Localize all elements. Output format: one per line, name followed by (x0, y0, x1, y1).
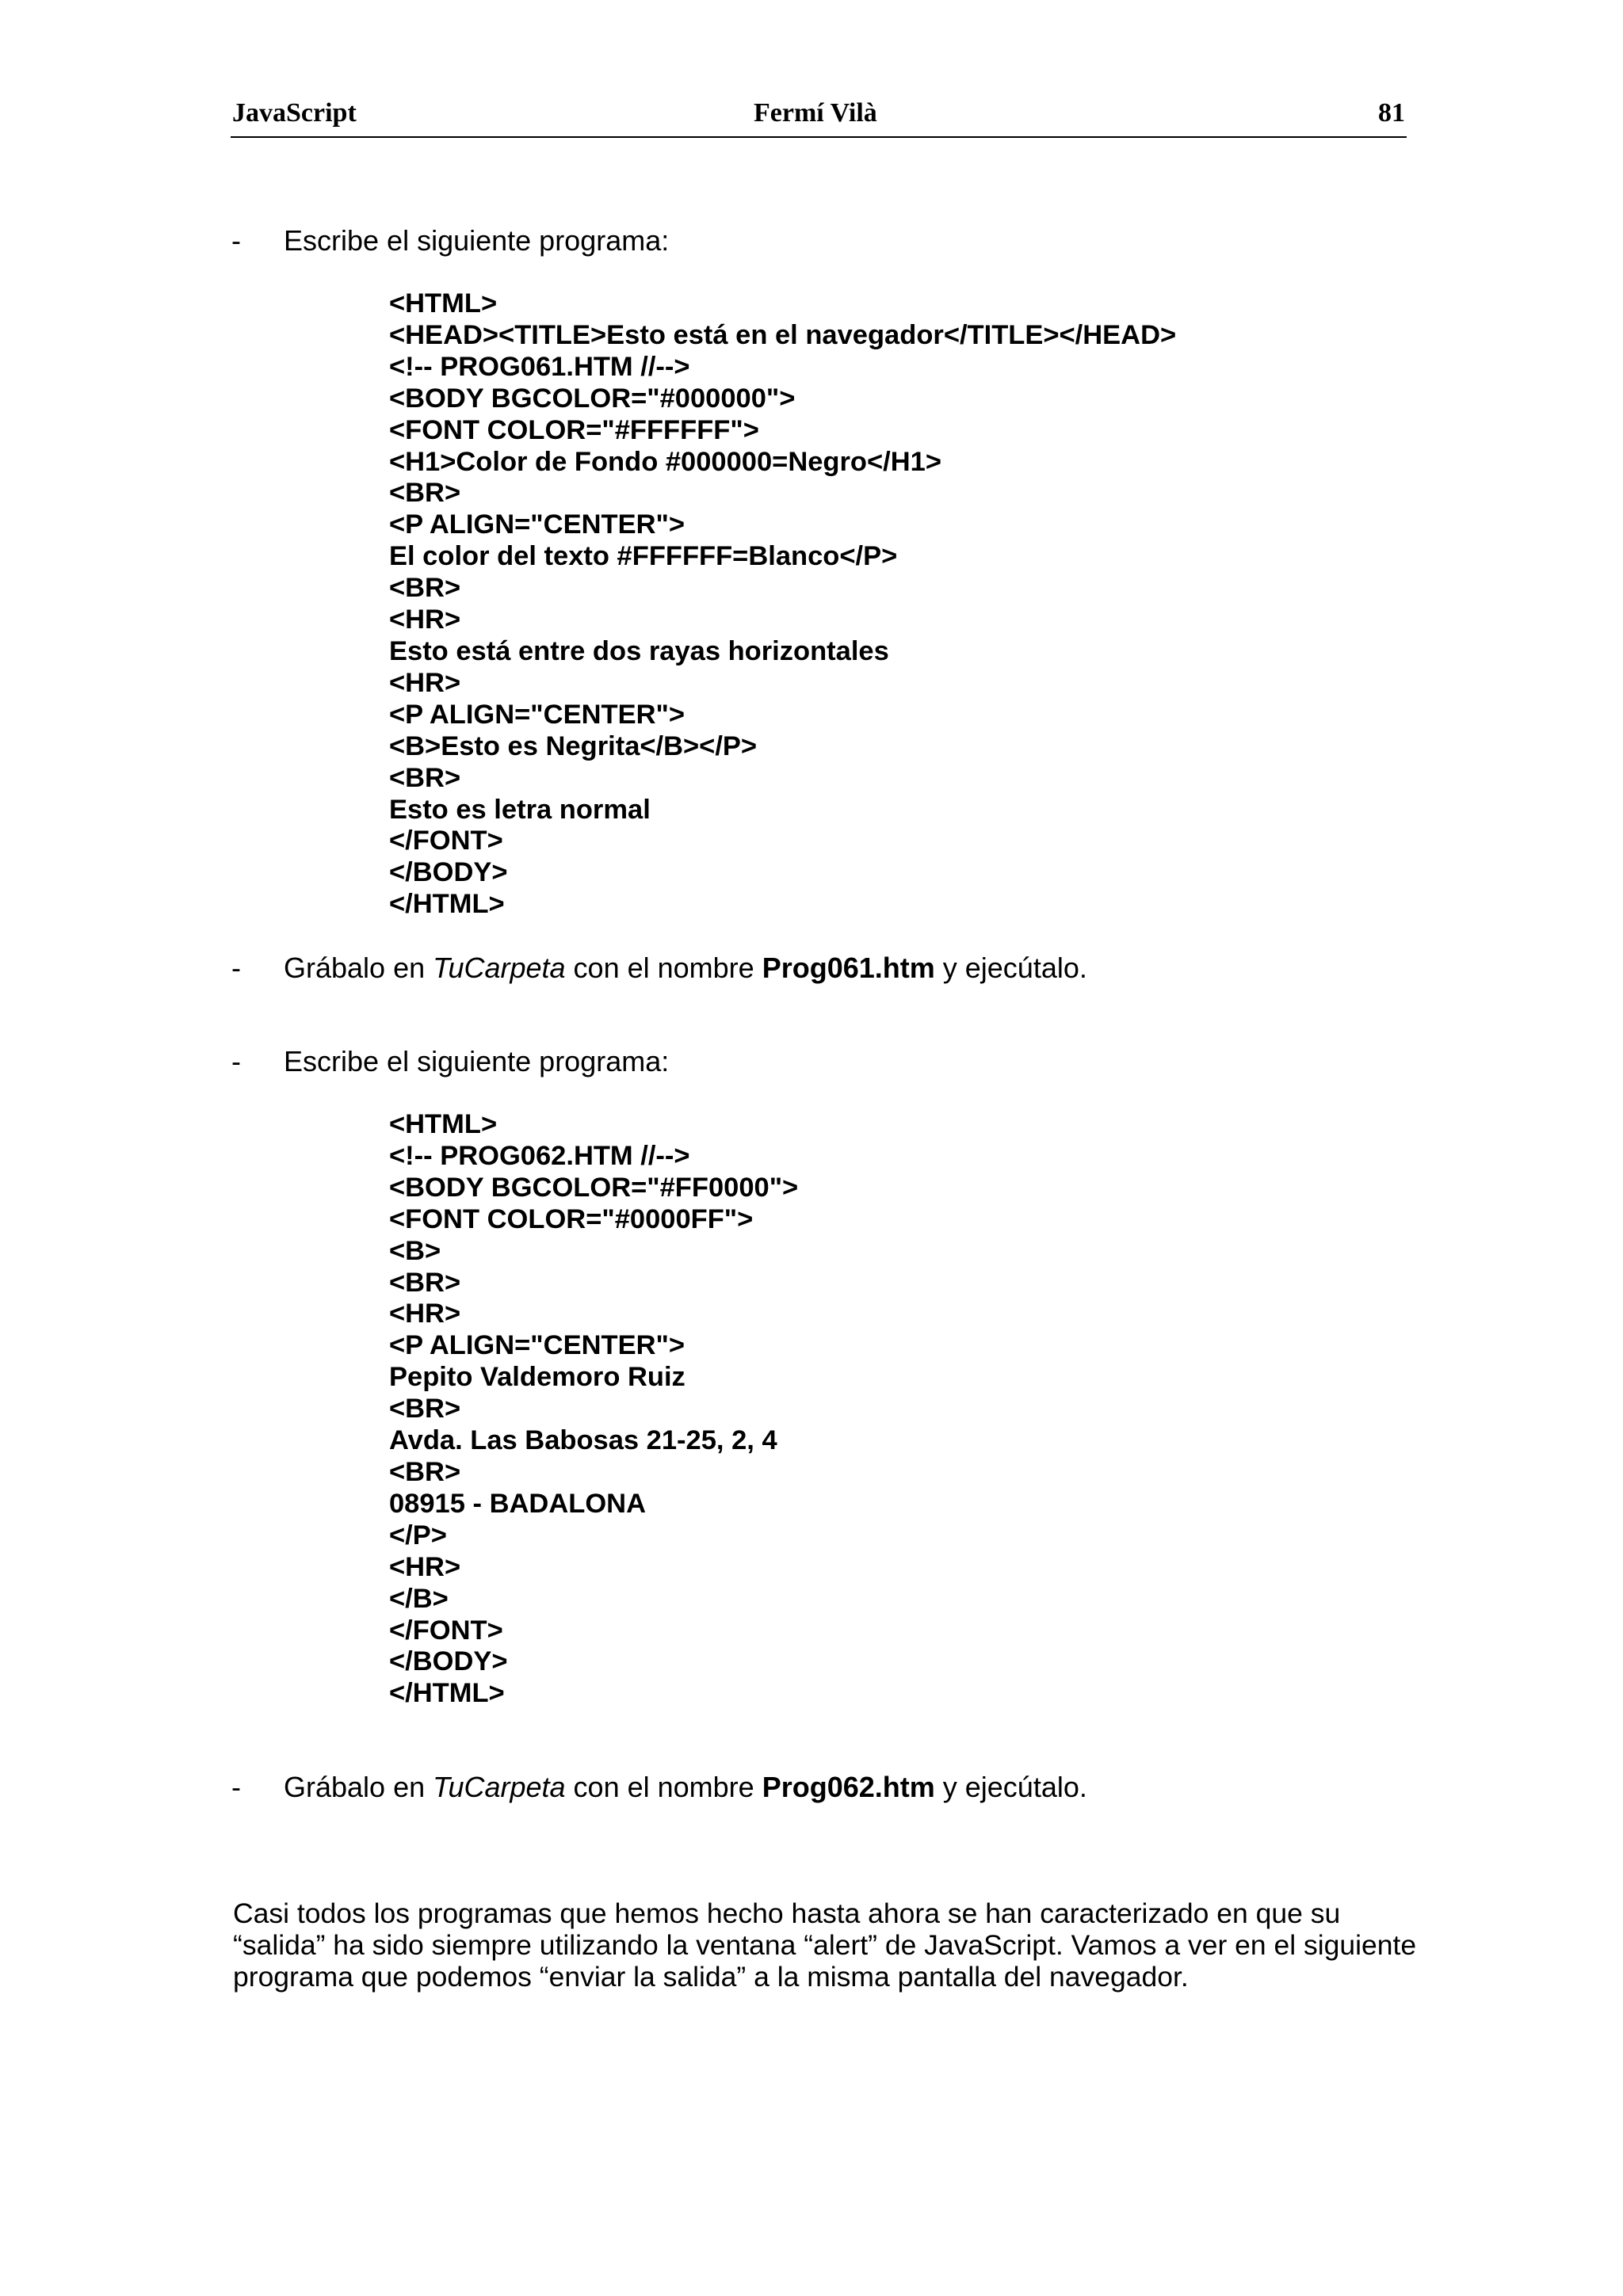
code-line: <BR> (389, 478, 461, 509)
code-line: <BR> (389, 1394, 461, 1425)
code-line: <HTML> (389, 288, 498, 318)
code-line: <!-- PROG061.HTM //--> (389, 351, 690, 382)
code-line: <!-- PROG062.HTM //--> (389, 1140, 690, 1171)
code-line: </B> (389, 1583, 449, 1614)
code-listing-prog062 (389, 1109, 798, 1710)
bullet-dash: - (231, 1045, 241, 1077)
code-line: <P ALIGN="CENTER"> (389, 1330, 685, 1361)
code-line: Esto es letra normal (389, 794, 651, 825)
file-name: Prog062.htm (762, 1771, 935, 1803)
paragraph-line: “salida” ha sido siempre utilizando la ventana “alert” de JavaScript. Vamos a ver en el siguiente (233, 1929, 1417, 1961)
code-line: </HTML> (389, 889, 505, 920)
code-line: <FONT COLOR="#0000FF"> (389, 1203, 754, 1234)
step-text-post: y ejecútalo. (934, 952, 1087, 984)
code-line: Avda. Las Babosas 21-25, 2, 4 (389, 1425, 777, 1456)
code-line: <BR> (389, 762, 461, 793)
code-line: <HR> (389, 1551, 461, 1582)
header-page-number: 81 (1378, 98, 1405, 128)
code-line: <B>Esto es Negrita</B></P> (389, 730, 758, 761)
step-text (284, 1770, 1087, 1805)
code-line: </BODY> (389, 1646, 508, 1677)
code-line: El color del texto #FFFFFF=Blanco</P> (389, 541, 898, 572)
code-line: <HR> (389, 667, 461, 698)
step-text-mid: con el nombre (565, 1771, 762, 1803)
step-text-post: y ejecútalo. (934, 1771, 1087, 1803)
folder-name: TuCarpeta (433, 1771, 566, 1803)
code-line: 08915 - BADALONA (389, 1488, 646, 1519)
folder-name: TuCarpeta (433, 952, 566, 984)
step-text: Escribe el siguiente programa: (284, 1045, 670, 1077)
header-book-title: JavaScript (232, 98, 357, 128)
closing-paragraph (233, 1897, 1422, 1993)
code-listing-prog061 (389, 288, 1176, 921)
bullet-dash: - (231, 1771, 241, 1803)
code-line: <BODY BGCOLOR="#FF0000"> (389, 1172, 799, 1203)
code-line: <HEAD><TITLE>Esto está en el navegador</TITLE></HEAD> (389, 319, 1177, 350)
code-line: </FONT> (389, 1615, 503, 1646)
code-line: <BR> (389, 573, 461, 604)
step-text-mid: con el nombre (565, 952, 762, 984)
code-line: <B> (389, 1235, 441, 1266)
bullet-dash: - (231, 224, 241, 257)
file-name: Prog061.htm (762, 952, 935, 984)
code-line: <BR> (389, 1456, 461, 1487)
code-line: Pepito Valdemoro Ruiz (389, 1362, 685, 1393)
step-text-pre: Grábalo en (284, 1771, 433, 1803)
code-line: <P ALIGN="CENTER"> (389, 699, 685, 730)
code-line: Esto está entre dos rayas horizontales (389, 635, 889, 666)
step-text: Escribe el siguiente programa: (284, 224, 670, 257)
header-author: Fermí Vilà (754, 98, 877, 128)
code-line: <HR> (389, 605, 461, 635)
code-line: <HTML> (389, 1109, 498, 1139)
code-line: </FONT> (389, 826, 503, 856)
code-line: <P ALIGN="CENTER"> (389, 509, 685, 540)
code-line: <HR> (389, 1299, 461, 1329)
step-text (284, 951, 1087, 986)
code-line: <FONT COLOR="#FFFFFF"> (389, 414, 759, 445)
code-line: <H1>Color de Fondo #000000=Negro</H1> (389, 446, 941, 477)
code-line: <BODY BGCOLOR="#000000"> (389, 383, 796, 414)
code-line: <BR> (389, 1267, 461, 1298)
step-text-pre: Grábalo en (284, 952, 433, 984)
page-header (231, 93, 1407, 138)
bullet-dash: - (231, 952, 241, 984)
code-line: </BODY> (389, 857, 508, 888)
paragraph-line: Casi todos los programas que hemos hecho hasta ahora se han caracterizado en que su (233, 1897, 1341, 1929)
paragraph-line: programa que podemos “enviar la salida” a la misma pantalla del navegador. (233, 1961, 1189, 1993)
code-line: </P> (389, 1520, 447, 1550)
code-line: </HTML> (389, 1678, 505, 1709)
